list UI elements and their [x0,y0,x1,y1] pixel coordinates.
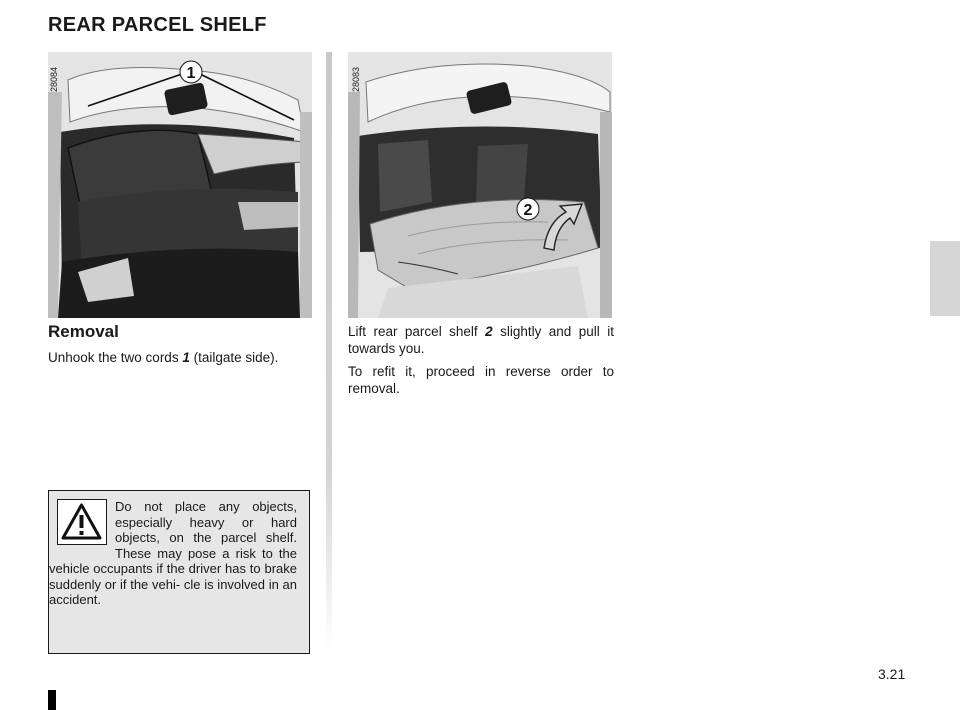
boot-illustration-left [48,52,312,318]
ref-2: 2 [485,324,493,339]
removal-heading: Removal [48,322,119,341]
figure-code-left: 28084 [49,66,59,92]
warning-text: Do not place any objects, especially heavy or hard objects, on the parcel shelf. These may pose a risk to the vehicle occupants if the driver has to brake suddenly or if the vehi- cle is involved in an accident. [49,499,297,607]
column-divider [326,52,332,650]
section-tab [930,241,960,316]
callout-2: 2 [523,202,533,219]
figure-shelf-photo [348,52,612,318]
corner-mark [48,690,56,710]
figure-cords-photo [48,52,312,318]
lift-paragraph: Lift rear parcel shelf 2 slightly and pull it towards you. [348,324,614,356]
figure-code-right: 28083 [351,66,361,92]
page-title: REAR PARCEL SHELF [48,14,267,36]
callout-1: 1 [186,65,196,82]
boot-illustration-right [348,52,612,318]
page-number: 3.21 [878,666,906,682]
ref-1: 1 [182,350,190,365]
warning-box [48,490,310,654]
refit-paragraph: To refit it, proceed in reverse order to removal. [348,364,614,396]
removal-paragraph: Unhook the two cords 1 (tailgate side). [48,350,279,365]
